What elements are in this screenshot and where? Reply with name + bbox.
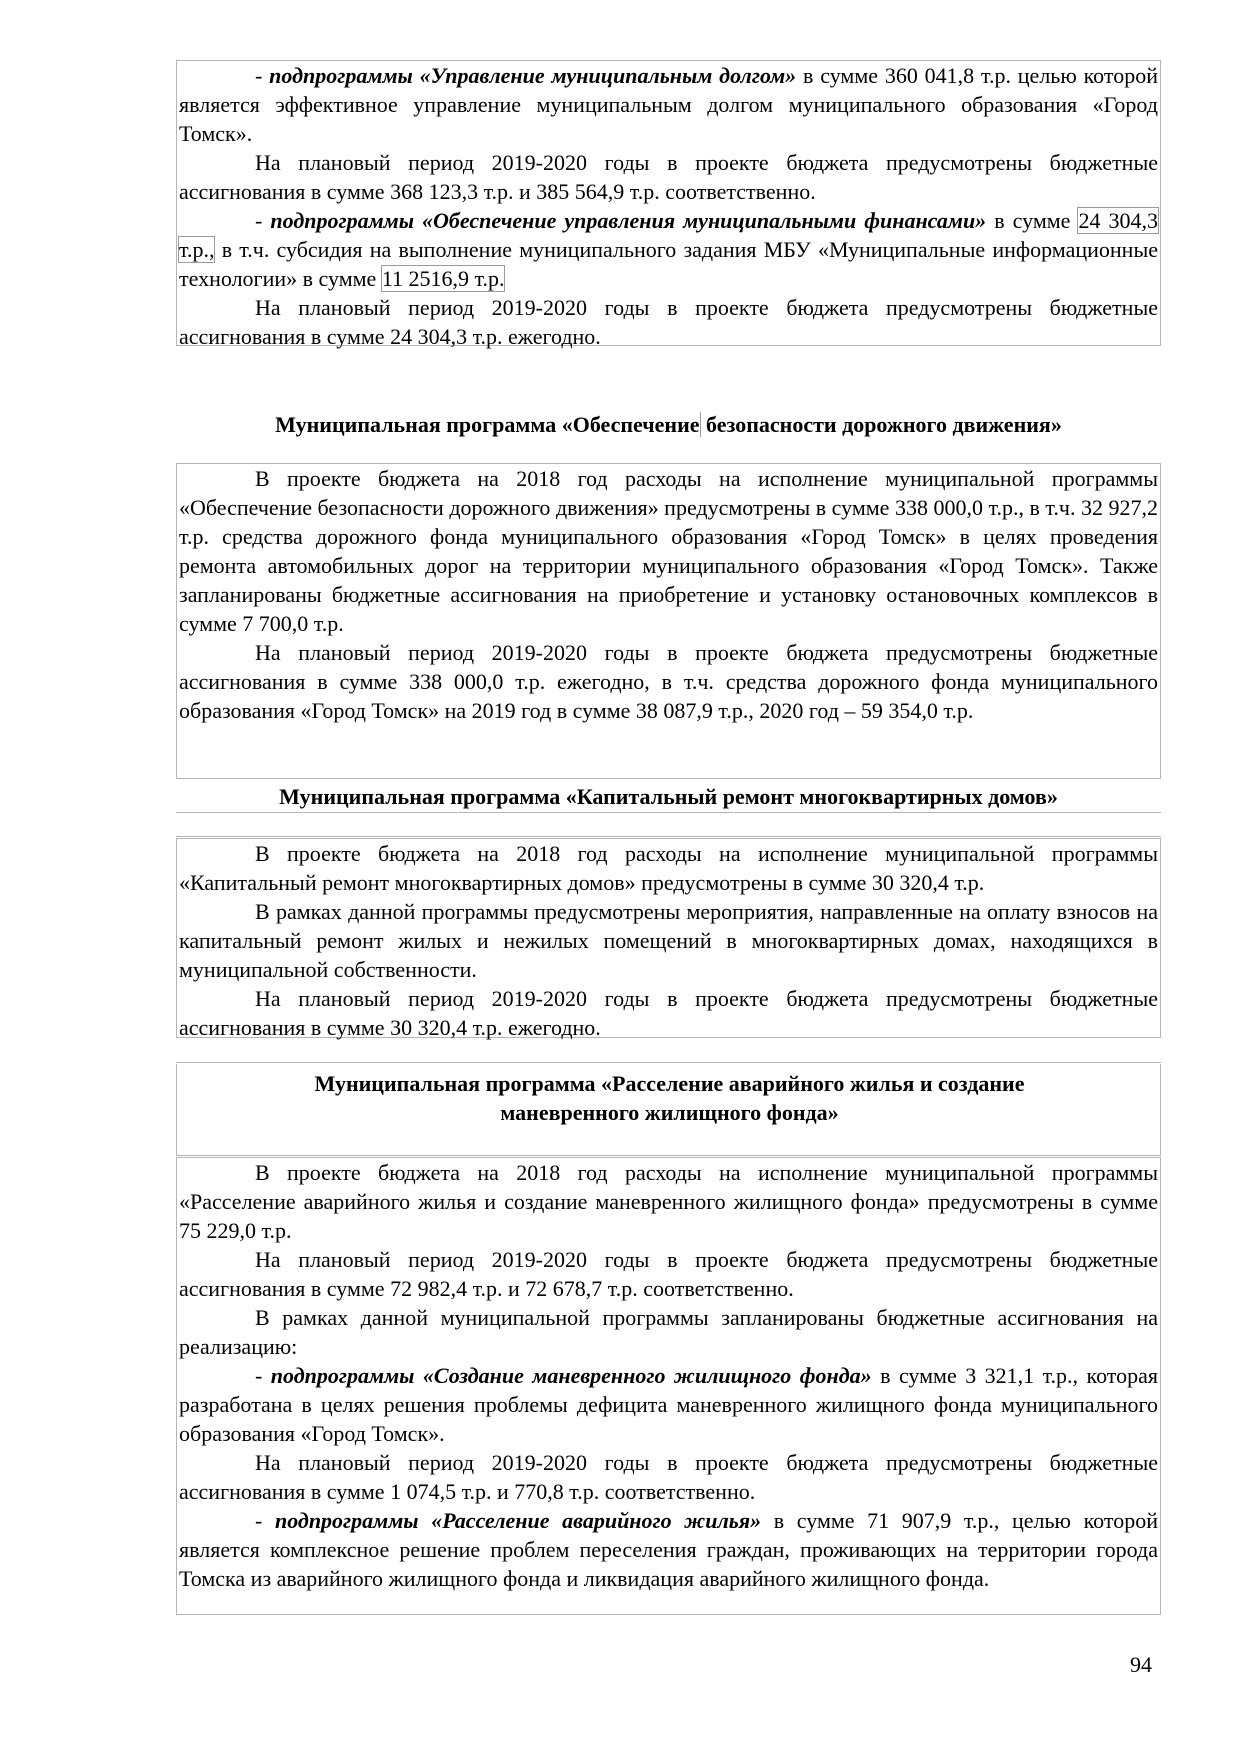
section-heading-capital-repair [176, 782, 1161, 811]
subprogram-title: подпрограммы «Обеспечение управления муниципальными финансами» [270, 208, 987, 233]
paragraph-text: в сумме 71 907,9 т.р., целью которой является комплексное решение проблем переселения граждан, проживающих на территории города Томска из аварийного жилищного фонда и ликвидация аварийного жилищного фонда. [179, 1508, 1158, 1591]
capital-repair-text-block [176, 838, 1161, 1038]
dash: - [255, 208, 271, 233]
section-heading-road-safety [176, 410, 1161, 439]
divider [176, 812, 1161, 813]
paragraph: На плановый период 2019-2020 годы в проекте бюджета предусмотрены бюджетные ассигнования в сумме 338 000,0 т.р. ежегодно, в т.ч. средства дорожного фонда муниципального образования «Город Томск» на 2019 год в сумме 38 087,9 т.р., 2020 год – 59 354,0 т.р. [179, 640, 1158, 723]
heading-text: Муниципальная программа «Обеспечение [275, 412, 700, 437]
paragraph: В рамках данной программы предусмотрены мероприятия, направленные на оплату взносов на капитальный ремонт жилых и нежилых помещений в многоквартирных домах, находящихся в муниципальной собственности. [179, 899, 1158, 982]
dash: - [255, 1508, 275, 1533]
divider [176, 1062, 1161, 1063]
paragraph-text: в сумме [986, 208, 1079, 233]
heading-text: Муниципальная программа «Капитальный ремонт многоквартирных домов» [279, 784, 1058, 809]
heading-text: безопасности дорожного движения» [700, 412, 1062, 437]
dash: - [255, 1363, 271, 1388]
page-number: 94 [1130, 1652, 1152, 1677]
paragraph-debt-subprogram [177, 61, 1160, 148]
top-text-block [176, 60, 1161, 349]
amount-highlight: 11 2516,9 т.р. [381, 266, 505, 291]
dash: - [255, 63, 270, 88]
resettlement-text-block [176, 1157, 1161, 1615]
amount-highlight: 24 304,3 т.р., [179, 208, 1159, 262]
subprogram-title: подпрограммы «Расселение аварийного жилья» [274, 1508, 762, 1533]
paragraph-text: в сумме 3 321,1 т.р., которая разработана в целях решения проблемы дефицита маневренного жилищного фонда муниципального образования «Город Томск». [179, 1363, 1159, 1446]
resettlement-heading-box [176, 1064, 1161, 1156]
subprogram-title: подпрограммы «Создание маневренного жилищного фонда» [270, 1363, 872, 1388]
paragraph: На плановый период 2019-2020 годы в проекте бюджета предусмотрены бюджетные ассигнования в сумме 72 982,4 т.р. и 72 678,7 т.р. соответственно. [179, 1247, 1158, 1301]
subprogram-title: подпрограммы «Управление муниципальным долгом» [269, 63, 797, 88]
paragraph-resettlement-subprogram [177, 1506, 1160, 1593]
paragraph-planned-period: На плановый период 2019-2020 годы в проекте бюджета предусмотрены бюджетные ассигнования в сумме 368 123,3 т.р. и 385 564,9 т.р. соответственно. [179, 150, 1158, 204]
paragraph-finance-subprogram [177, 206, 1160, 293]
paragraph: В рамках данной муниципальной программы запланированы бюджетные ассигнования на реализацию: [179, 1305, 1158, 1359]
heading-text: Муниципальная программа «Расселение аварийного жилья и создание [314, 1071, 1025, 1096]
paragraph-text: в сумме 360 041,8 т.р. целью которой является эффективное управление муниципальным долгом муниципального образования «Город Томск». [179, 63, 1158, 146]
heading-text: маневренного жилищного фонда» [500, 1100, 839, 1125]
paragraph-text: в т.ч. субсидия на выполнение муниципального задания МБУ «Муниципальные информационные технологии» в сумме [179, 237, 1158, 291]
road-safety-text-block [176, 463, 1161, 779]
paragraph-maneuver-fund-subprogram [177, 1361, 1160, 1448]
paragraph: В проекте бюджета на 2018 год расходы на исполнение муниципальной программы «Расселение аварийного жилья и создание маневренного жилищного фонда» предусмотрены в сумме 75 229,0 т.р. [179, 1160, 1158, 1243]
divider [176, 836, 1161, 837]
paragraph: В проекте бюджета на 2018 год расходы на исполнение муниципальной программы «Капитальный ремонт многоквартирных домов» предусмотрены в сумме 30 320,4 т.р. [179, 841, 1158, 895]
paragraph: На плановый период 2019-2020 годы в проекте бюджета предусмотрены бюджетные ассигнования в сумме 1 074,5 т.р. и 770,8 т.р. соответственно. [179, 1450, 1158, 1504]
section-heading-resettlement [177, 1069, 1162, 1127]
paragraph: В проекте бюджета на 2018 год расходы на исполнение муниципальной программы «Обеспечение безопасности дорожного движения» предусмотрены в сумме 338 000,0 т.р., в т.ч. 32 927,2 т.р. средства дорожного фонда муниципального образования «Город Томск» в целях проведения ремонта автомобильных дорог на территории муниципального образования «Город Томск». Также запланированы бюджетные ассигнования на приобретение и установку остановочных комплексов в сумме 7 700,0 т.р. [179, 466, 1158, 636]
paragraph: На плановый период 2019-2020 годы в проекте бюджета предусмотрены бюджетные ассигнования в сумме 30 320,4 т.р. ежегодно. [179, 986, 1158, 1040]
paragraph-planned-period: На плановый период 2019-2020 годы в проекте бюджета предусмотрены бюджетные ассигнования в сумме 24 304,3 т.р. ежегодно. [179, 295, 1158, 349]
